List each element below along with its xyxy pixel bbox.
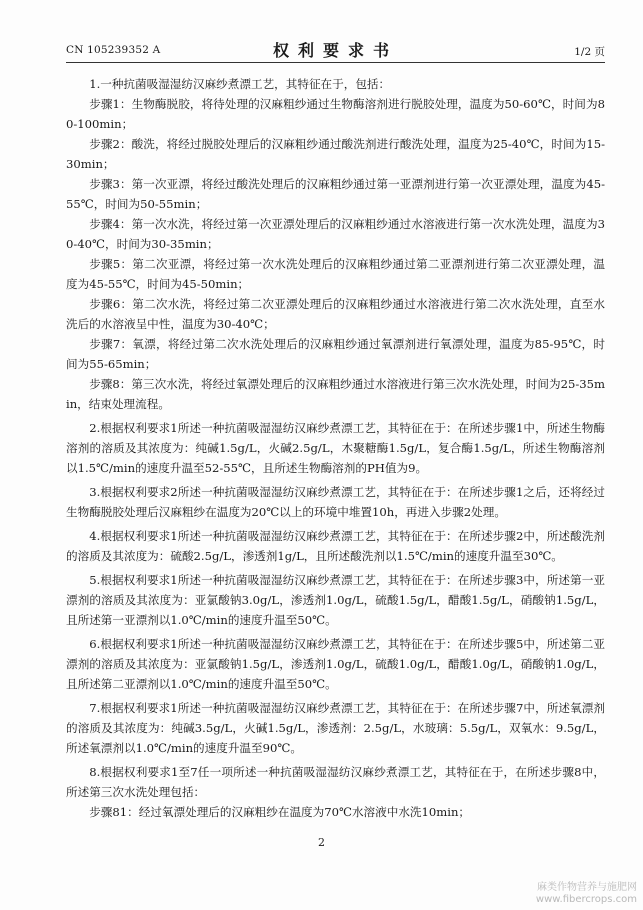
claim-6: 6.根据权利要求1所述一种抗菌吸湿湿纺汉麻纱煮漂工艺，其特征在于：在所述步骤5中，所述第二亚漂剂的溶质及其浓度为：亚氯酸钠1.5g/L，渗透剂1.0g/L，硫酸1.0g/L，醋酸1.0g/L，硝酸钠1.0g/L，且所述第二亚漂剂以1.0℃/min的速度升温至50℃。 xyxy=(66,637,605,691)
watermark-line-2: www.fibercrops.com xyxy=(535,894,637,905)
document-title: 权利要求书 xyxy=(272,41,398,60)
site-watermark xyxy=(536,882,637,906)
step-4: 步骤4：第一次水洗，将经过第一次亚漂处理后的汉麻粗纱通过水溶液进行第一次水洗处理，温度为30-40℃，时间为30-35min； xyxy=(66,217,605,251)
claim-3: 3.根据权利要求2所述一种抗菌吸湿湿纺汉麻纱煮漂工艺，其特征在于：在所述步骤1之后，还将经过生物酶脱胶处理后汉麻粗纱在温度为20℃以上的环境中堆置10h，再进入步骤2处理。 xyxy=(66,485,605,519)
claim-2: 2.根据权利要求1所述一种抗菌吸湿湿纺汉麻纱煮漂工艺，其特征在于：在所述步骤1中，所述生物酶溶剂的溶质及其浓度为：纯碱1.5g/L，火碱2.5g/L，木聚糖酶1.5g/L，复合酶1.5g/L，所述生物酶溶剂以1.5℃/min的速度升温至52-55℃，且所述生物酶溶剂的PH值为9。 xyxy=(66,421,605,475)
step-6: 步骤6：第二次水洗，将经过第二次亚漂处理后的汉麻粗纱通过水溶液进行第二次水洗处理，直至水洗后的水溶液呈中性，温度为30-40℃； xyxy=(66,297,605,331)
step-2: 步骤2：酸洗，将经过脱胶处理后的汉麻粗纱通过酸洗剂进行酸洗处理，温度为25-40℃，时间为15-30min； xyxy=(66,137,605,171)
step-3: 步骤3：第一次亚漂，将经过酸洗处理后的汉麻粗纱通过第一亚漂剂进行第一次亚漂处理，温度为45-55℃，时间为50-55min； xyxy=(66,177,605,211)
page-header xyxy=(66,36,605,63)
document-number: CN 105239352 A xyxy=(66,44,161,56)
step-7: 步骤7：氧漂，将经过第二次水洗处理后的汉麻粗纱通过氧漂剂进行氧漂处理，温度为85-95℃，时间为55-65min； xyxy=(66,337,605,371)
claim-4: 4.根据权利要求1所述一种抗菌吸湿湿纺汉麻纱煮漂工艺，其特征在于：在所述步骤2中，所述酸洗剂的溶质及其浓度为：硫酸2.5g/L，渗透剂1g/L，且所述酸洗剂以1.5℃/min的速度升温至30℃。 xyxy=(66,529,605,563)
page-number: 2 xyxy=(318,836,325,849)
claim-7: 7.根据权利要求1所述一种抗菌吸湿湿纺汉麻纱煮漂工艺，其特征在于：在所述步骤7中，所述氧漂剂的溶质及其浓度为：纯碱3.5g/L，火碱1.5g/L，渗透剂：2.5g/L，水玻璃：5.5g/L，双氧水：9.5g/L，所述氧漂剂以1.0℃/min的速度升温至90℃。 xyxy=(66,701,605,755)
watermark-line-1: 麻类作物营养与施肥网 xyxy=(537,882,637,893)
step-1: 步骤1：生物酶脱胶，将待处理的汉麻粗纱通过生物酶溶剂进行脱胶处理，温度为50-60℃，时间为80-100min； xyxy=(66,97,605,131)
claim-5: 5.根据权利要求1所述一种抗菌吸湿湿纺汉麻纱煮漂工艺，其特征在于：在所述步骤3中，所述第一亚漂剂的溶质及其浓度为：亚氯酸钠3.0g/L，渗透剂1.0g/L，硫酸1.5g/L，醋酸1.5g/L，硝酸钠1.5g/L，且所述第一亚漂剂以1.0℃/min的速度升温至50℃。 xyxy=(66,573,605,627)
claims-body xyxy=(66,70,605,822)
step-81: 步骤81：经过氧漂处理后的汉麻粗纱在温度为70℃水溶液中水洗10min； xyxy=(89,805,471,819)
step-8: 步骤8：第三次水洗，将经过氧漂处理后的汉麻粗纱通过水溶液进行第三次水洗处理，时间为25-35min，结束处理流程。 xyxy=(66,377,605,411)
page-count: 1/2 页 xyxy=(574,46,605,58)
claim-1: 1.一种抗菌吸湿湿纺汉麻纱煮漂工艺，其特征在于，包括： xyxy=(89,77,391,91)
step-5: 步骤5：第二次亚漂，将经过第一次水洗处理后的汉麻粗纱通过第二亚漂剂进行第二次亚漂处理，温度为45-55℃，时间为45-50min； xyxy=(66,257,605,291)
claim-8: 8.根据权利要求1至7任一项所述一种抗菌吸湿湿纺汉麻纱煮漂工艺，其特征在于，在所述步骤8中，所述第三次水洗处理包括： xyxy=(66,765,605,799)
